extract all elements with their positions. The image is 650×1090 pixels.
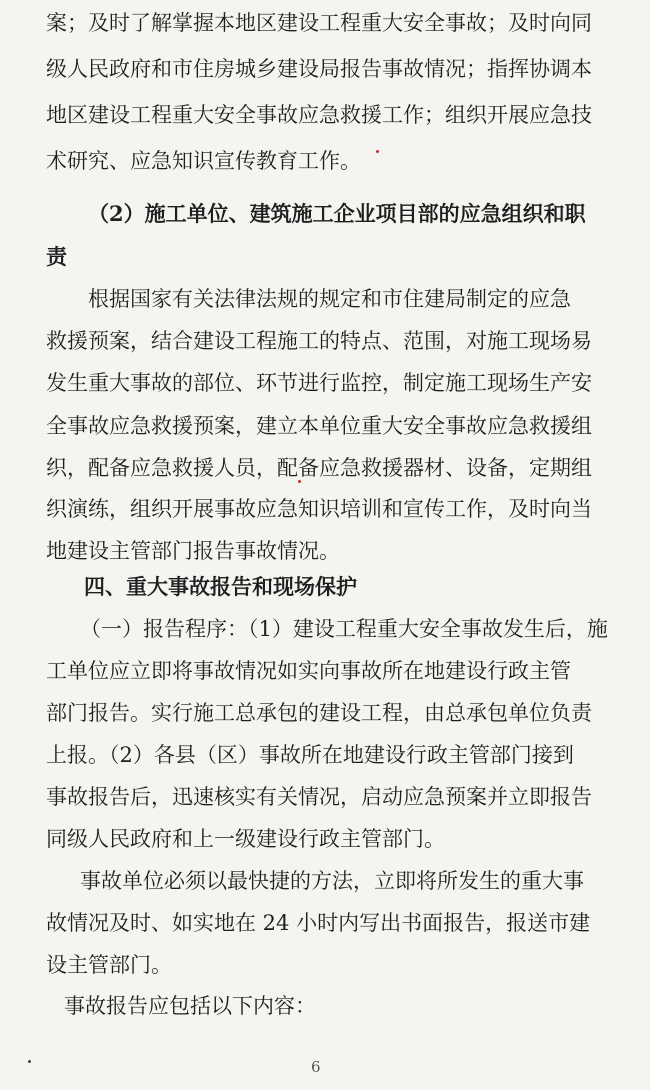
paragraph-line: 救援预案，结合建设工程施工的特点、范围，对施工现场易	[46, 329, 592, 353]
page-number: 6	[311, 1058, 321, 1076]
paragraph-line: 织，配备应急救援人员，配备应急救援器材、设备，定期组	[46, 456, 592, 480]
paragraph-line: （一）报告程序：（1）建设工程重大安全事故发生后，施	[80, 617, 608, 641]
paragraph-line: 根据国家有关法律法规的规定和市住建局制定的应急	[88, 287, 571, 311]
paragraph-line: 事故报告应包括以下内容：	[64, 994, 316, 1018]
paragraph-line: 同级人民政府和上一级建设行政主管部门。	[46, 827, 445, 851]
scan-speck	[376, 150, 379, 153]
text-line: 地区建设工程重大安全事故应急救援工作；组织开展应急技	[46, 103, 592, 127]
text-line: 级人民政府和市住房城乡建设局报告事故情况；指挥协调本	[46, 57, 592, 81]
paragraph-line: 织演练，组织开展事故应急知识培训和宣传工作，及时向当	[46, 497, 592, 521]
text-line: 案；及时了解掌握本地区建设工程重大安全事故；及时向同	[46, 11, 592, 35]
section-heading: （2）施工单位、建筑施工企业项目部的应急组织和职	[88, 201, 586, 226]
chapter-heading: 四、重大事故报告和现场保护	[84, 574, 357, 599]
scan-speck	[28, 1060, 31, 1063]
text-line: 术研究、应急知识宣传教育工作。	[46, 149, 361, 173]
paragraph-line: 地建设主管部门报告事故情况。	[46, 539, 340, 563]
paragraph-line: 发生重大事故的部位、环节进行监控，制定施工现场生产安	[46, 371, 592, 395]
paragraph-line: 工单位应立即将事故情况如实向事故所在地建设行政主管	[46, 659, 571, 683]
paragraph-line: 上报。（2）各县（区）事故所在地建设行政主管部门接到	[46, 743, 574, 767]
paragraph-line: 故情况及时、如实地在 24 小时内写出书面报告，报送市建	[46, 911, 591, 935]
scan-speck	[298, 480, 301, 483]
paragraph-line: 设主管部门。	[46, 953, 172, 977]
paragraph-line: 事故单位必须以最快捷的方法，立即将所发生的重大事	[80, 869, 584, 893]
paragraph-line: 事故报告后，迅速核实有关情况，启动应急预案并立即报告	[46, 785, 592, 809]
section-heading-continued: 责	[46, 244, 67, 269]
paragraph-line: 全事故应急救援预案，建立本单位重大安全事故应急救援组	[46, 414, 592, 438]
paragraph-line: 部门报告。实行施工总承包的建设工程，由总承包单位负责	[46, 701, 592, 725]
